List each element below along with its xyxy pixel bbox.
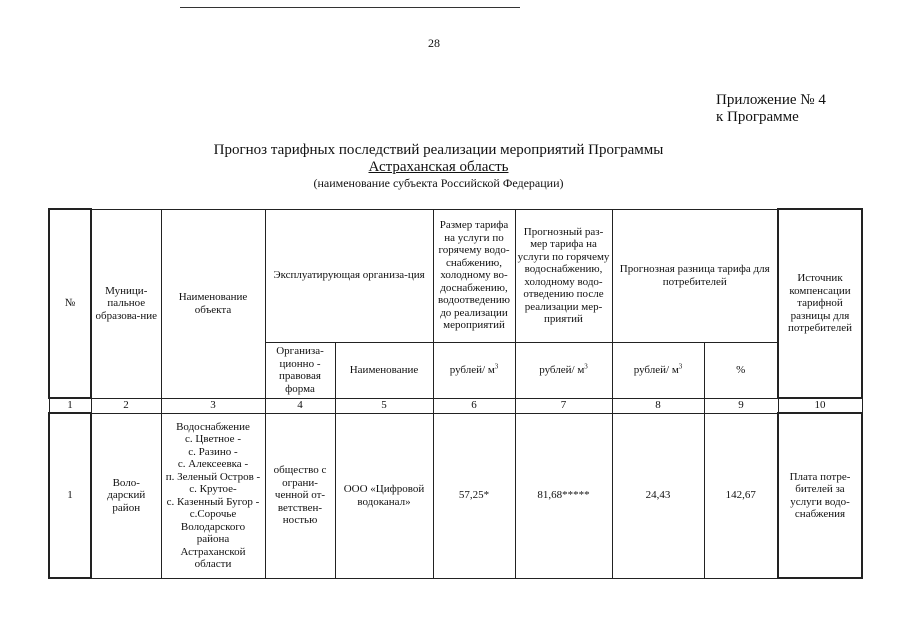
- unit-label: рублей/ м: [539, 363, 585, 376]
- header-org-form: Организа-ционно - правовая форма: [265, 342, 335, 398]
- document-title-block: [0, 142, 905, 190]
- unit-label: рублей/ м: [633, 363, 679, 376]
- header-no: №: [49, 209, 91, 398]
- object-line: с. Крутое-: [189, 483, 237, 495]
- tariff-forecast-table: [48, 208, 863, 579]
- column-number: 8: [612, 398, 704, 413]
- cell-diff-percent: 142,67: [704, 413, 778, 578]
- cell-org-name: ООО «Цифровой водоканал»: [335, 413, 433, 578]
- cell-municipality: Воло-дарский район: [91, 413, 161, 578]
- header-unit-diff: [612, 342, 704, 398]
- header-unit-percent: %: [704, 342, 778, 398]
- object-line: с.Сорочье: [189, 508, 237, 520]
- header-row-1: [49, 209, 862, 342]
- header-tariff-forecast: Прогнозный раз-мер тарифа на услуги по горячему водоснабжению, холодному водо-отведению после реализации мер-приятий: [515, 209, 612, 342]
- header-unit-forecast: [515, 342, 612, 398]
- appendix-line-1: Приложение № 4: [716, 92, 826, 108]
- header-operator-group: Эксплуатирующая организа-ция: [265, 209, 433, 342]
- object-line: с. Разино -: [188, 445, 238, 458]
- unit-superscript: 3: [584, 362, 588, 371]
- column-number: 6: [433, 398, 515, 413]
- object-line: Володарского: [180, 520, 246, 533]
- cell-object-name: [161, 413, 265, 578]
- document-title: Прогноз тарифных последствий реализации мероприятий Программы: [213, 142, 664, 158]
- column-number: 2: [91, 398, 161, 413]
- page-number: 28: [428, 36, 440, 50]
- cell-tariff-before: 57,25*: [433, 413, 515, 578]
- unit-superscript: 3: [494, 362, 499, 371]
- header-object-name: Наименование объекта: [161, 209, 265, 398]
- column-number: 1: [49, 398, 91, 413]
- unit-label: рублей/ м: [449, 363, 495, 376]
- cell-org-form: общество с ограни-ченной от-ветствен-ностью: [265, 413, 335, 578]
- column-number: 5: [335, 398, 433, 413]
- object-line: с. Алексеевка -: [177, 458, 249, 470]
- column-number-row: [49, 398, 862, 413]
- header-org-name: Наименование: [335, 342, 433, 398]
- column-number: 10: [778, 398, 862, 413]
- region-name: Астраханская область: [368, 159, 509, 175]
- header-tariff-before: Размер тарифа на услуги по горячему водо-снабжению, холодному во-доснабжению, водоотведению до реализации мероприятий: [433, 209, 515, 342]
- object-line: района: [196, 533, 230, 545]
- header-difference-group: Прогнозная разница тарифа для потребителей: [612, 209, 778, 342]
- object-line: п. Зеленый Остров -: [165, 470, 261, 483]
- top-rule: [180, 7, 520, 8]
- object-line: Астраханской: [180, 545, 246, 558]
- unit-superscript: 3: [678, 362, 683, 371]
- object-line: области: [194, 558, 232, 570]
- appendix-line-2: к Программе: [716, 109, 799, 125]
- cell-diff-rub: 24,43: [612, 413, 704, 578]
- header-unit-before: [433, 342, 515, 398]
- object-line: Водоснабжение: [176, 420, 250, 433]
- object-line: с. Казенный Бугор -: [166, 495, 260, 508]
- header-municipality: Муници-пальное образова-ние: [91, 209, 161, 398]
- cell-no: 1: [49, 413, 91, 578]
- appendix-note: [716, 92, 826, 126]
- cell-source: Плата потре-бителей за услуги водо-снабжения: [778, 413, 862, 578]
- cell-tariff-forecast: 81,68*****: [515, 413, 612, 578]
- object-line: с. Цветное -: [185, 433, 241, 445]
- column-number: 3: [161, 398, 265, 413]
- column-number: 4: [265, 398, 335, 413]
- header-source: Источник компенсации тарифной разницы для потребителей: [778, 209, 862, 398]
- table-row: [49, 413, 862, 578]
- column-number: 9: [704, 398, 778, 413]
- region-caption: (наименование субъекта Российской Федерации): [313, 176, 564, 190]
- column-number: 7: [515, 398, 612, 413]
